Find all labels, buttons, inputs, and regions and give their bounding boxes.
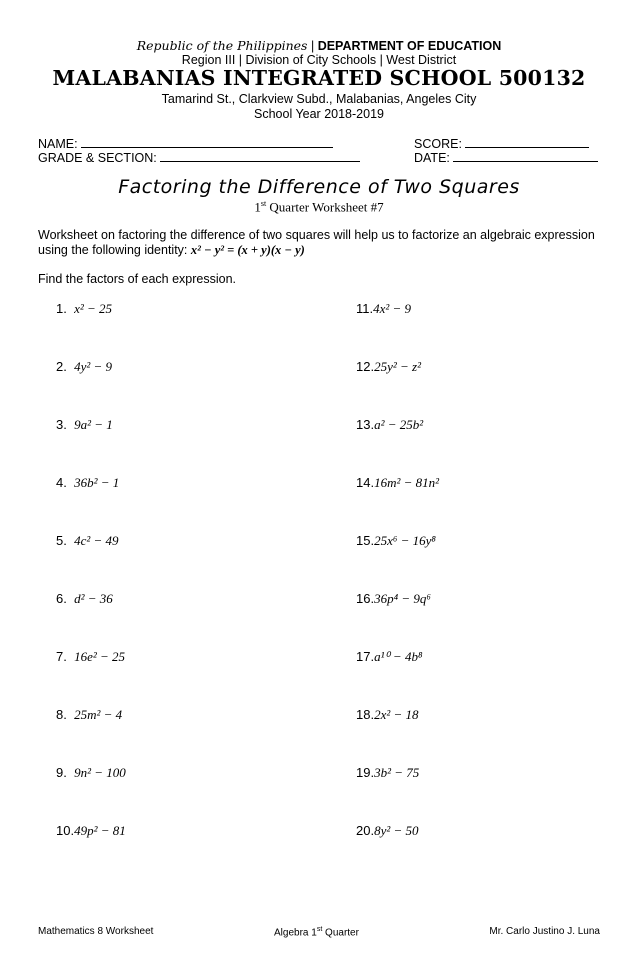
problem-item: 12.25y² − z² [356,359,421,374]
problem-item: 6. d² − 36 [56,591,113,606]
problem-item: 10.49p² − 81 [56,823,126,838]
footer-center: Algebra 1st Quarter [274,926,359,939]
problem-expression: 4c² − 49 [74,533,119,548]
problem-item: 1. x² − 25 [56,301,113,316]
problem-item: 17.a¹⁰ − 4b⁸ [356,649,423,664]
identity-formula: x² − y² = (x + y)(x − y) [190,243,305,257]
department-text: DEPARTMENT OF EDUCATION [317,39,502,53]
problem-item: 16.36p⁴ − 9q⁶ [356,591,431,606]
problem-item: 8. 25m² − 4 [56,707,123,722]
problem-expression: 3b² − 75 [374,765,420,780]
republic-text: Republic of the Philippines [136,38,308,53]
grade-label: GRADE & SECTION: [38,151,157,165]
problem-expression: 36b² − 1 [74,475,120,490]
problem-expression: 9a² − 1 [74,417,113,432]
problem-expression: a² − 25b² [374,417,424,432]
problem-item: 11.4x² − 9 [356,301,412,316]
problem-expression: 9n² − 100 [74,765,126,780]
subtitle-rest: Quarter Worksheet #7 [266,199,384,215]
grade-section-field[interactable] [38,150,360,165]
problem-item: 4. 36b² − 1 [56,475,120,490]
header-line-1 [0,38,638,53]
intro-text: Worksheet on factoring the difference of two squares will help us to factorize an algebraic expression using the following identity: [38,228,595,257]
problem-item: 3. 9a² − 1 [56,417,113,432]
date-field[interactable] [414,150,598,165]
problem-expression: 49p² − 81 [74,823,126,838]
problem-expression: 25m² − 4 [74,707,123,722]
problem-expression: 4x² − 9 [373,301,412,316]
problem-expression: 25x⁶ − 16y⁸ [374,533,436,548]
intro-paragraph [38,228,603,258]
problem-item: 14.16m² − 81n² [356,475,440,490]
problem-item: 19.3b² − 75 [356,765,420,780]
name-blank[interactable] [81,136,333,148]
problem-expression: 8y² − 50 [374,823,419,838]
date-label: DATE: [414,151,450,165]
subtitle-number: 1 [254,199,261,215]
problem-item: 5. 4c² − 49 [56,533,119,548]
footer-right: Mr. Carlo Justino J. Luna [489,926,600,937]
problem-item: 15.25x⁶ − 16y⁸ [356,533,436,548]
problem-expression: 36p⁴ − 9q⁶ [374,591,431,606]
grade-blank[interactable] [160,150,360,162]
subtitle-sup: st [260,199,267,208]
instruction: Find the factors of each expression. [38,272,237,286]
footer-left: Mathematics 8 Worksheet [38,926,154,937]
problem-expression: 16m² − 81n² [374,475,440,490]
region-line: Region III | Division of City Schools | West District [181,53,457,67]
score-blank[interactable] [465,136,589,148]
worksheet-subtitle [0,199,638,215]
problem-expression: x² − 25 [74,301,113,316]
problem-expression: d² − 36 [74,591,113,606]
problem-item: 13.a² − 25b² [356,417,424,432]
score-label: SCORE: [414,137,462,151]
worksheet-title: Factoring the Difference of Two Squares [118,176,520,198]
problem-item: 20.8y² − 50 [356,823,419,838]
problem-item: 7. 16e² − 25 [56,649,126,664]
school-year: School Year 2018-2019 [254,107,384,121]
name-label: NAME: [38,137,78,151]
problem-expression: 16e² − 25 [74,649,126,664]
school-address: Tamarind St., Clarkview Subd., Malabanias, Angeles City [161,92,477,106]
problem-expression: a¹⁰ − 4b⁸ [374,649,423,664]
score-field[interactable] [414,136,589,151]
school-name: MALABANIAS INTEGRATED SCHOOL 500132 [52,66,586,90]
problem-item: 2. 4y² − 9 [56,359,113,374]
separator: | [310,39,315,53]
problem-expression: 2x² − 18 [374,707,419,722]
problem-item: 9. 9n² − 100 [56,765,126,780]
problem-expression: 25y² − z² [374,359,421,374]
problem-item: 18.2x² − 18 [356,707,419,722]
problem-expression: 4y² − 9 [74,359,113,374]
date-blank[interactable] [453,150,598,162]
name-field[interactable] [38,136,333,151]
